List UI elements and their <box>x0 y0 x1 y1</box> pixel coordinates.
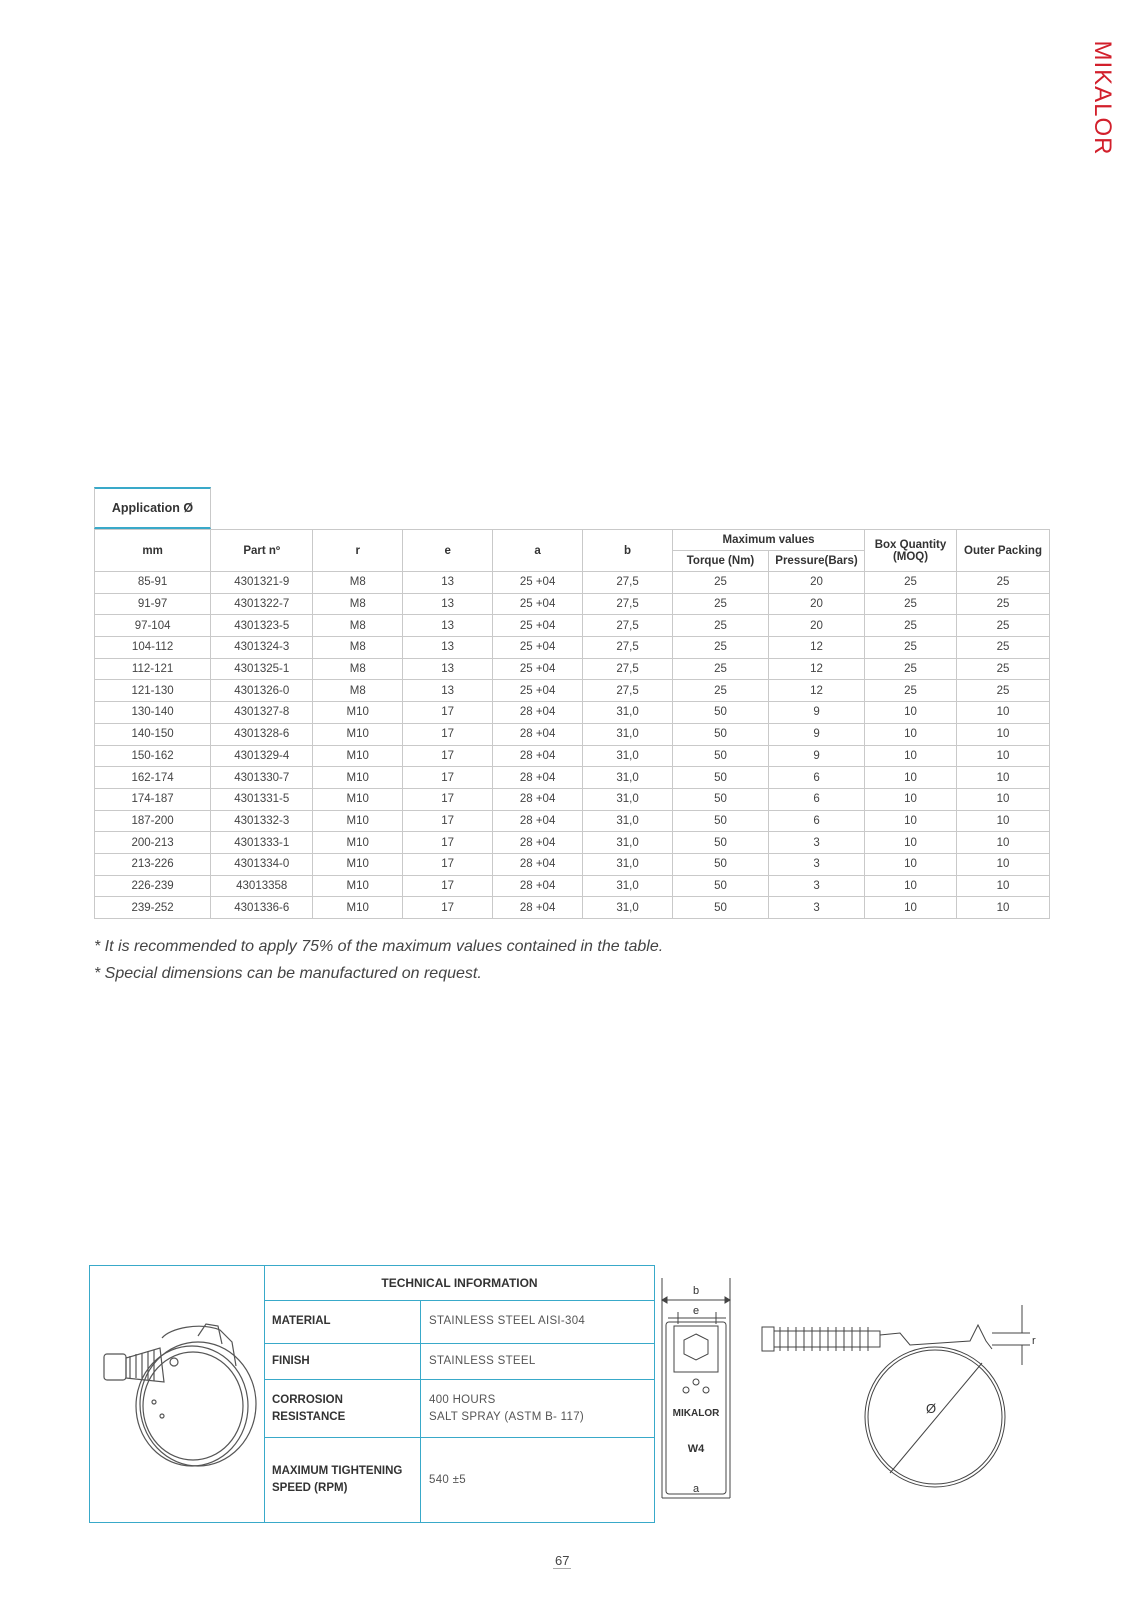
tech-info-value-line: STAINLESS STEEL <box>429 1355 536 1367</box>
table-cell: 27,5 <box>583 658 673 680</box>
table-cell: 28 +04 <box>493 702 583 724</box>
tech-info-label <box>265 1344 421 1379</box>
table-cell: 4301330-7 <box>211 767 313 789</box>
table-cell: 17 <box>403 810 493 832</box>
table-cell: 25 <box>956 680 1049 702</box>
table-cell: 10 <box>865 853 957 875</box>
table-cell: 200-213 <box>95 832 211 854</box>
table-cell: 3 <box>769 832 865 854</box>
table-cell: 17 <box>403 702 493 724</box>
table-cell: 25 <box>865 637 957 659</box>
table-cell: 10 <box>865 723 957 745</box>
table-cell: 121-130 <box>95 680 211 702</box>
tech-info-value <box>421 1380 654 1437</box>
table-cell: 13 <box>403 680 493 702</box>
table-cell: 25 <box>673 572 769 594</box>
tech-info-value-line: STAINLESS STEEL AISI-304 <box>429 1315 586 1327</box>
table-cell: 31,0 <box>583 810 673 832</box>
tech-info-label-line: FINISH <box>272 1355 310 1367</box>
table-cell: 25 <box>956 637 1049 659</box>
table-cell: 3 <box>769 897 865 919</box>
product-image-cell <box>90 1266 265 1522</box>
side-view-drawing <box>760 1305 1060 1505</box>
tech-info-row <box>265 1438 654 1522</box>
table-cell: 25 <box>865 658 957 680</box>
table-cell: 31,0 <box>583 767 673 789</box>
table-row <box>95 723 1050 745</box>
table-cell: 10 <box>956 853 1049 875</box>
table-cell: 4301329-4 <box>211 745 313 767</box>
tech-info-value <box>421 1438 654 1522</box>
table-cell: M10 <box>313 702 403 724</box>
tech-info-row <box>265 1344 654 1380</box>
table-cell: 10 <box>865 897 957 919</box>
table-cell: 10 <box>865 702 957 724</box>
dim-label-diameter: Ø <box>926 1401 937 1416</box>
table-cell: 4301323-5 <box>211 615 313 637</box>
table-cell: 130-140 <box>95 702 211 724</box>
table-cell: 25 +04 <box>493 572 583 594</box>
table-cell: 9 <box>769 723 865 745</box>
tech-info-label <box>265 1438 421 1522</box>
table-cell: M8 <box>313 637 403 659</box>
table-cell: 4301322-7 <box>211 593 313 615</box>
table-cell: 31,0 <box>583 723 673 745</box>
table-cell: 20 <box>769 572 865 594</box>
table-cell: 28 +04 <box>493 723 583 745</box>
table-cell: 28 +04 <box>493 788 583 810</box>
tech-info-label-line: RESISTANCE <box>272 1410 346 1423</box>
table-row <box>95 658 1050 680</box>
dim-label-e: e <box>692 1305 700 1317</box>
table-cell: 25 +04 <box>493 593 583 615</box>
col-header-max-values: Maximum values <box>673 530 865 551</box>
table-cell: 28 +04 <box>493 897 583 919</box>
table-cell: 4301321-9 <box>211 572 313 594</box>
col-header-e: e <box>403 530 493 572</box>
tech-info-value-line: 400 HOURS <box>429 1393 496 1406</box>
table-cell: 25 <box>865 615 957 637</box>
table-cell: 12 <box>769 680 865 702</box>
table-cell: 10 <box>956 723 1049 745</box>
table-cell: 25 <box>673 658 769 680</box>
col-header-r: r <box>313 530 403 572</box>
table-cell: M10 <box>313 723 403 745</box>
table-cell: 31,0 <box>583 745 673 767</box>
table-cell: 10 <box>865 788 957 810</box>
table-cell: M10 <box>313 810 403 832</box>
table-cell: M8 <box>313 593 403 615</box>
table-cell: 4301333-1 <box>211 832 313 854</box>
table-cell: 10 <box>956 832 1049 854</box>
note-special-dimensions: * Special dimensions can be manufactured on request. <box>94 965 482 982</box>
table-cell: 10 <box>956 745 1049 767</box>
table-cell: 50 <box>673 897 769 919</box>
page-number: 67 <box>555 1553 570 1568</box>
col-header-a: a <box>493 530 583 572</box>
table-cell: 9 <box>769 745 865 767</box>
table-cell: 50 <box>673 875 769 897</box>
table-cell: M8 <box>313 658 403 680</box>
table-cell: 4301327-8 <box>211 702 313 724</box>
table-cell: 4301325-1 <box>211 658 313 680</box>
table-cell: 174-187 <box>95 788 211 810</box>
table-cell: 25 <box>865 572 957 594</box>
table-cell: 25 <box>673 680 769 702</box>
tech-info-row <box>265 1380 654 1438</box>
notes <box>94 938 663 992</box>
spec-table <box>94 529 1050 919</box>
tech-info-row <box>265 1300 654 1344</box>
hose-clamp-illustration <box>90 1266 262 1520</box>
table-cell: 17 <box>403 767 493 789</box>
table-cell: 25 +04 <box>493 680 583 702</box>
table-cell: 25 <box>956 658 1049 680</box>
table-cell: 17 <box>403 875 493 897</box>
table-row <box>95 810 1050 832</box>
table-cell: 28 +04 <box>493 767 583 789</box>
table-cell: M8 <box>313 572 403 594</box>
table-cell: M8 <box>313 615 403 637</box>
table-cell: 31,0 <box>583 853 673 875</box>
tech-info-label <box>265 1380 421 1437</box>
table-cell: 85-91 <box>95 572 211 594</box>
table-cell: 25 <box>956 572 1049 594</box>
table-cell: 140-150 <box>95 723 211 745</box>
table-cell: 112-121 <box>95 658 211 680</box>
col-header-outer-packing: Outer Packing <box>956 530 1049 572</box>
table-cell: 25 +04 <box>493 615 583 637</box>
table-cell: 28 +04 <box>493 875 583 897</box>
table-cell: 10 <box>956 875 1049 897</box>
table-cell: 13 <box>403 593 493 615</box>
table-row <box>95 853 1050 875</box>
brand-logo <box>1089 38 1115 158</box>
table-cell: M10 <box>313 832 403 854</box>
table-cell: 6 <box>769 788 865 810</box>
table-cell: 239-252 <box>95 897 211 919</box>
table-cell: 31,0 <box>583 702 673 724</box>
tech-info-label-line: CORROSION <box>272 1393 343 1406</box>
table-cell: 10 <box>865 745 957 767</box>
table-row <box>95 680 1050 702</box>
table-cell: 50 <box>673 832 769 854</box>
table-cell: 10 <box>865 767 957 789</box>
tech-info-value <box>421 1300 654 1343</box>
table-cell: 50 <box>673 788 769 810</box>
table-cell: 17 <box>403 788 493 810</box>
table-row <box>95 572 1050 594</box>
drawing-model-label: W4 <box>687 1443 705 1455</box>
table-cell: 20 <box>769 593 865 615</box>
table-cell: 226-239 <box>95 875 211 897</box>
table-cell: 27,5 <box>583 593 673 615</box>
table-cell: 4301334-0 <box>211 853 313 875</box>
table-row <box>95 593 1050 615</box>
col-header-pressure: Pressure(Bars) <box>769 551 865 572</box>
table-cell: 187-200 <box>95 810 211 832</box>
front-view-drawing <box>660 1278 740 1508</box>
table-cell: 162-174 <box>95 767 211 789</box>
table-cell: 25 <box>673 593 769 615</box>
table-row <box>95 637 1050 659</box>
tech-info-title: TECHNICAL INFORMATION <box>265 1266 654 1301</box>
table-row <box>95 615 1050 637</box>
dim-label-a: a <box>692 1483 700 1495</box>
table-cell: 17 <box>403 745 493 767</box>
tech-info-label-line: MATERIAL <box>272 1315 331 1327</box>
col-header-torque: Torque (Nm) <box>673 551 769 572</box>
table-cell: 3 <box>769 875 865 897</box>
table-cell: 31,0 <box>583 788 673 810</box>
table-cell: 10 <box>956 767 1049 789</box>
brand-logo-text: MIKALOR <box>1089 40 1116 156</box>
table-cell: 4301331-5 <box>211 788 313 810</box>
table-cell: 17 <box>403 853 493 875</box>
table-cell: 43013358 <box>211 875 313 897</box>
note-recommendation: * It is recommended to apply 75% of the maximum values contained in the table. <box>94 938 664 955</box>
table-cell: 25 +04 <box>493 658 583 680</box>
tech-info-label-line: MAXIMUM TIGHTENING <box>272 1465 403 1477</box>
table-cell: 104-112 <box>95 637 211 659</box>
table-cell: 50 <box>673 810 769 832</box>
dim-label-b: b <box>692 1285 700 1297</box>
table-cell: 150-162 <box>95 745 211 767</box>
table-cell: 25 +04 <box>493 637 583 659</box>
spec-table-body <box>95 572 1050 919</box>
table-cell: 10 <box>956 702 1049 724</box>
table-cell: M10 <box>313 897 403 919</box>
table-cell: 50 <box>673 767 769 789</box>
col-header-box-quantity: Box Quantity (MOQ) <box>865 530 957 572</box>
table-cell: 27,5 <box>583 572 673 594</box>
application-tab: Application Ø <box>94 487 211 529</box>
table-cell: 6 <box>769 767 865 789</box>
table-row <box>95 897 1050 919</box>
table-cell: 13 <box>403 637 493 659</box>
tech-info-value <box>421 1344 654 1379</box>
table-cell: 9 <box>769 702 865 724</box>
table-cell: 27,5 <box>583 615 673 637</box>
table-cell: 13 <box>403 572 493 594</box>
table-cell: 31,0 <box>583 832 673 854</box>
table-cell: M10 <box>313 767 403 789</box>
table-cell: 50 <box>673 723 769 745</box>
table-cell: 12 <box>769 637 865 659</box>
table-cell: 25 <box>865 593 957 615</box>
table-cell: 20 <box>769 615 865 637</box>
tech-info-label-line: SPEED (RPM) <box>272 1482 348 1494</box>
table-cell: 17 <box>403 723 493 745</box>
table-cell: 3 <box>769 853 865 875</box>
table-cell: 10 <box>865 832 957 854</box>
tech-info-value-line: SALT SPRAY (ASTM B- 117) <box>429 1410 585 1423</box>
table-cell: 27,5 <box>583 680 673 702</box>
table-row <box>95 788 1050 810</box>
table-row <box>95 832 1050 854</box>
table-row <box>95 702 1050 724</box>
table-row <box>95 767 1050 789</box>
tech-info-label <box>265 1300 421 1343</box>
table-cell: 50 <box>673 702 769 724</box>
table-cell: 12 <box>769 658 865 680</box>
table-cell: 17 <box>403 832 493 854</box>
dim-label-r: r <box>1032 1335 1036 1347</box>
table-cell: M10 <box>313 788 403 810</box>
table-cell: 13 <box>403 658 493 680</box>
technical-information-box <box>89 1265 655 1523</box>
table-cell: M10 <box>313 875 403 897</box>
table-cell: M8 <box>313 680 403 702</box>
table-row <box>95 875 1050 897</box>
table-cell: 31,0 <box>583 897 673 919</box>
table-cell: 4301332-3 <box>211 810 313 832</box>
table-cell: 4301326-0 <box>211 680 313 702</box>
table-cell: M10 <box>313 745 403 767</box>
table-cell: 28 +04 <box>493 810 583 832</box>
col-header-b: b <box>583 530 673 572</box>
table-cell: 10 <box>956 788 1049 810</box>
table-cell: 50 <box>673 745 769 767</box>
table-cell: 4301324-3 <box>211 637 313 659</box>
drawing-brand-mark: MIKALOR <box>672 1408 720 1419</box>
table-cell: 4301336-6 <box>211 897 313 919</box>
table-cell: 6 <box>769 810 865 832</box>
table-cell: 25 <box>956 615 1049 637</box>
table-cell: M10 <box>313 853 403 875</box>
table-cell: 31,0 <box>583 875 673 897</box>
table-cell: 25 <box>673 615 769 637</box>
table-cell: 10 <box>865 875 957 897</box>
table-cell: 28 +04 <box>493 832 583 854</box>
table-cell: 28 +04 <box>493 745 583 767</box>
table-cell: 50 <box>673 853 769 875</box>
table-cell: 10 <box>956 810 1049 832</box>
table-cell: 25 <box>956 593 1049 615</box>
table-cell: 4301328-6 <box>211 723 313 745</box>
col-header-mm: mm <box>95 530 211 572</box>
table-cell: 91-97 <box>95 593 211 615</box>
table-row <box>95 745 1050 767</box>
table-cell: 28 +04 <box>493 853 583 875</box>
table-cell: 10 <box>956 897 1049 919</box>
table-cell: 25 <box>673 637 769 659</box>
tech-info-value-line: 540 ±5 <box>429 1473 466 1486</box>
table-cell: 17 <box>403 897 493 919</box>
table-cell: 10 <box>865 810 957 832</box>
table-cell: 97-104 <box>95 615 211 637</box>
table-cell: 25 <box>865 680 957 702</box>
table-cell: 13 <box>403 615 493 637</box>
table-cell: 213-226 <box>95 853 211 875</box>
table-cell: 27,5 <box>583 637 673 659</box>
col-header-part: Part nº <box>211 530 313 572</box>
